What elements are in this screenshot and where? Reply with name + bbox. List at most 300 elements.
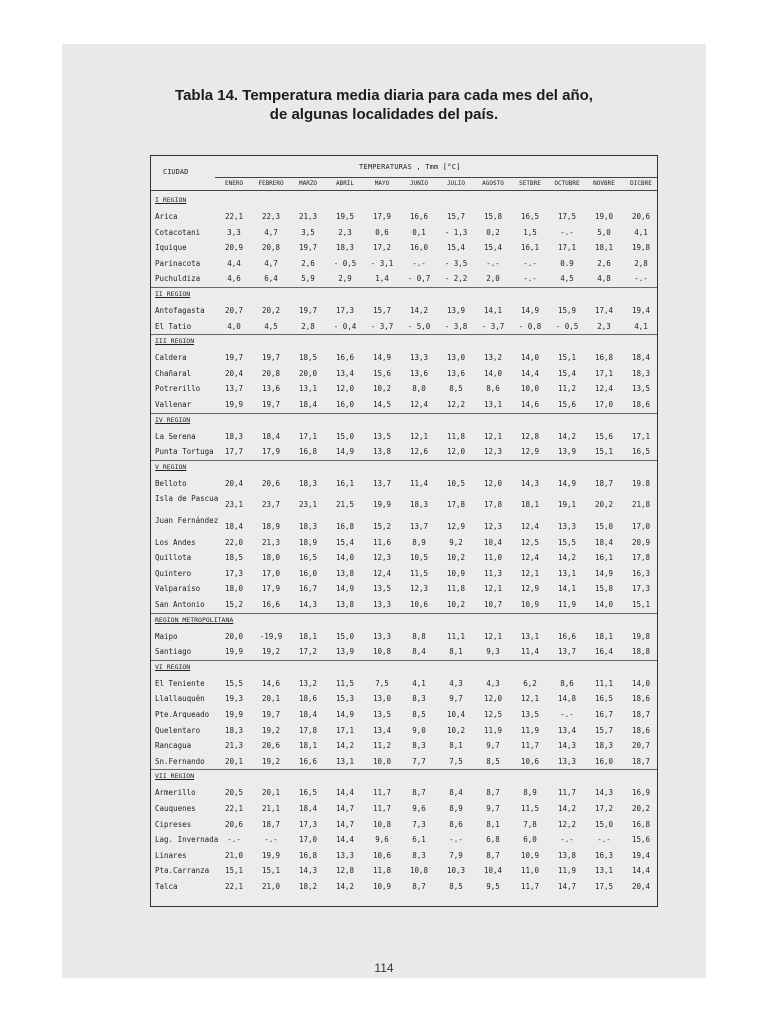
- region-heading: IV REGION: [155, 415, 191, 424]
- city-name: Quintero: [155, 568, 192, 578]
- temperature-cell: 13,6: [409, 368, 429, 378]
- temperature-cell: 21,3: [298, 212, 318, 221]
- temperature-cell: 15,8: [483, 212, 503, 221]
- city-name: Linares: [155, 850, 187, 860]
- city-name: San Antonio: [155, 600, 205, 609]
- temperature-cell: 14,7: [557, 882, 577, 891]
- temperatures-group-header: TEMPERATURAS , Tmm [°C]: [359, 163, 461, 171]
- temperature-cell: - 5,0: [407, 321, 431, 331]
- temperature-cell: 20,4: [224, 478, 244, 488]
- temperature-cell: 10,0: [372, 756, 392, 766]
- temperature-cell: 14,9: [335, 447, 355, 457]
- temperature-cell: 4,4: [227, 258, 241, 268]
- temperature-cell: 4,5: [560, 274, 574, 284]
- temperature-cell: 4,1: [634, 321, 648, 331]
- temperature-cell: 10,2: [446, 553, 466, 563]
- temperature-cell: 18,4: [298, 400, 318, 409]
- month-header: DICBRE: [630, 180, 652, 187]
- temperature-cell: 18,5: [298, 353, 318, 363]
- temperature-cell: -.-: [227, 835, 241, 845]
- temperature-cell: 11,7: [520, 882, 540, 891]
- temperature-cell: 6,8: [486, 835, 500, 845]
- temperature-cell: 20,0: [224, 631, 244, 641]
- temperature-cell: 13,6: [261, 384, 281, 394]
- temperature-cell: 7,7: [412, 756, 426, 766]
- temperature-cell: 18,3: [224, 431, 244, 441]
- temperature-cell: 16,5: [298, 788, 318, 798]
- temperature-cell: 10,8: [372, 819, 392, 829]
- temperature-cell: 9,5: [486, 882, 500, 891]
- temperature-cell: 13,6: [446, 368, 466, 378]
- temperature-cell: 14,1: [483, 306, 503, 315]
- temperature-cell: 18,8: [631, 647, 651, 657]
- city-name: La Serena: [155, 431, 196, 441]
- city-name: Quelentaro: [155, 725, 201, 735]
- temperature-cell: 12,8: [520, 431, 540, 441]
- city-name: Pta.Carranza: [155, 866, 210, 876]
- temperature-cell: 14,9: [520, 306, 540, 315]
- temperature-cell: 11,1: [446, 631, 466, 641]
- temperature-cell: 15,1: [557, 353, 577, 363]
- temperature-cell: 10,4: [483, 537, 503, 547]
- table-row: [151, 551, 657, 565]
- temperature-cell: 4,8: [597, 274, 611, 284]
- city-name: Juan Fernández: [155, 516, 219, 525]
- temperature-cell: 10,9: [520, 850, 540, 860]
- temperature-cell: 11,7: [372, 804, 392, 813]
- temperature-cell: 23,1: [298, 500, 318, 510]
- table-row: [151, 351, 657, 365]
- temperature-cell: 17,1: [298, 431, 318, 441]
- temperature-cell: 14,3: [557, 741, 577, 751]
- temperature-cell: 17,9: [261, 584, 281, 594]
- table-row: [151, 430, 657, 444]
- temperature-cell: 15,0: [335, 631, 355, 641]
- temperature-cell: 14,2: [335, 741, 355, 751]
- temperature-cell: 18,1: [520, 500, 540, 510]
- temperature-cell: 12,4: [372, 568, 392, 578]
- temperature-cell: 15,6: [372, 368, 392, 378]
- month-header: NOVBRE: [593, 180, 615, 187]
- temperature-cell: 12,6: [409, 447, 429, 457]
- temperature-cell: 14,7: [335, 804, 355, 813]
- region-heading: V REGION: [155, 462, 187, 471]
- region-divider: [151, 413, 657, 414]
- city-name: Sn.Fernando: [155, 756, 205, 766]
- temperature-cell: 8,5: [412, 710, 426, 719]
- page-number: 114: [374, 961, 394, 975]
- temperature-cell: 14,9: [335, 710, 355, 719]
- temperature-cell: 19,7: [298, 243, 318, 253]
- temperature-cell: 8,3: [412, 741, 426, 751]
- temperature-cell: 18,1: [298, 631, 318, 641]
- temperature-cell: 13,1: [520, 631, 540, 641]
- temperature-cell: 11,7: [372, 788, 392, 798]
- temperature-cell: 13,5: [372, 431, 392, 441]
- temperature-cell: 4,1: [412, 678, 426, 688]
- table-row: [151, 257, 657, 271]
- temperature-cell: 12,4: [520, 553, 540, 563]
- temperature-cell: 15,0: [335, 431, 355, 441]
- temperature-cell: 12,3: [483, 447, 503, 457]
- temperature-cell: 15,4: [483, 243, 503, 253]
- temperature-cell: 18,3: [224, 725, 244, 735]
- table-row: [151, 755, 657, 769]
- temperature-cell: 20,6: [261, 741, 281, 751]
- temperature-cell: 10,2: [372, 384, 392, 394]
- temperature-table: [150, 155, 658, 907]
- temperature-cell: 19,9: [372, 500, 392, 510]
- temperature-cell: -.-: [264, 835, 278, 845]
- temperature-cell: 16,0: [298, 568, 318, 578]
- city-name: Cipreses: [155, 819, 192, 829]
- temperature-cell: 16,8: [298, 447, 318, 457]
- temperature-cell: 12,1: [520, 694, 540, 704]
- temperature-cell: 19,7: [261, 710, 281, 719]
- temperature-cell: 19,7: [298, 306, 318, 315]
- table-row: [151, 598, 657, 612]
- temperature-cell: 8,7: [412, 882, 426, 891]
- table-row: [151, 367, 657, 381]
- temperature-cell: 12,1: [483, 584, 503, 594]
- temperature-cell: 11,1: [594, 678, 614, 688]
- region-divider: [151, 287, 657, 288]
- temperature-cell: 11,8: [446, 584, 466, 594]
- city-name: Santiago: [155, 647, 192, 657]
- temperature-cell: 13,9: [335, 647, 355, 657]
- temperature-cell: 8,1: [486, 819, 500, 829]
- temperature-cell: 13,1: [298, 384, 318, 394]
- temperature-cell: 16,7: [594, 710, 614, 719]
- temperature-cell: 2,8: [634, 258, 648, 268]
- table-row: [151, 864, 657, 878]
- temperature-cell: 16,5: [298, 553, 318, 563]
- temperature-cell: 16,8: [298, 850, 318, 860]
- temperature-cell: 14,6: [520, 400, 540, 409]
- temperature-cell: 18,1: [594, 631, 614, 641]
- temperature-cell: 15,6: [594, 431, 614, 441]
- temperature-cell: 22,3: [261, 212, 281, 221]
- city-name: Iquique: [155, 243, 187, 253]
- temperature-cell: 13,0: [372, 694, 392, 704]
- temperature-cell: 18,6: [298, 694, 318, 704]
- temperature-cell: 15,5: [224, 678, 244, 688]
- temperature-cell: 14,9: [372, 353, 392, 363]
- temperature-cell: 14,4: [335, 835, 355, 845]
- table-row: [151, 630, 657, 644]
- temperature-cell: 8,7: [486, 850, 500, 860]
- temperature-cell: 0.9: [560, 258, 574, 268]
- temperature-cell: 22,1: [224, 882, 244, 891]
- temperature-cell: 18,4: [298, 710, 318, 719]
- temperature-cell: 10,0: [520, 384, 540, 394]
- temperature-cell: 14,3: [298, 600, 318, 609]
- temperature-cell: 14,0: [520, 353, 540, 363]
- temperature-cell: 11,5: [335, 678, 355, 688]
- city-name: Maipo: [155, 631, 178, 641]
- temperature-cell: 14,2: [557, 804, 577, 813]
- temperature-cell: 12,4: [520, 522, 540, 531]
- temperature-cell: 11,9: [483, 725, 503, 735]
- temperature-cell: - 0,7: [407, 274, 431, 284]
- temperature-cell: 18,7: [631, 756, 651, 766]
- temperature-cell: 8,7: [486, 788, 500, 798]
- table-row: [151, 786, 657, 800]
- temperature-cell: 0,1: [412, 227, 426, 237]
- temperature-cell: 23,1: [224, 500, 244, 510]
- temperature-cell: 13,3: [557, 522, 577, 531]
- temperature-cell: 21,1: [261, 804, 281, 813]
- temperature-cell: 17,1: [631, 431, 651, 441]
- temperature-cell: - 1,3: [444, 227, 468, 237]
- temperature-cell: 19,8: [631, 243, 651, 253]
- temperature-cell: 11,7: [520, 741, 540, 751]
- temperature-cell: 4,7: [264, 258, 278, 268]
- temperature-cell: 2,3: [338, 227, 352, 237]
- temperature-cell: 18,6: [631, 694, 651, 704]
- temperature-cell: 18,0: [261, 553, 281, 563]
- temperature-cell: 4,5: [264, 321, 278, 331]
- table-row: [151, 226, 657, 240]
- region-heading: VI REGION: [155, 662, 191, 671]
- temperature-cell: 18,3: [298, 478, 318, 488]
- temperature-cell: 19.8: [631, 478, 651, 488]
- temperature-cell: 12,2: [557, 819, 577, 829]
- temperature-cell: 22,0: [224, 537, 244, 547]
- temperature-cell: -.-: [523, 274, 537, 284]
- temperature-cell: 2,9: [338, 274, 352, 284]
- temperature-cell: 18,3: [409, 500, 429, 510]
- temperature-cell: 18,4: [298, 804, 318, 813]
- temperature-cell: 8,0: [412, 384, 426, 394]
- city-name: Llallauquén: [155, 694, 205, 704]
- temperature-cell: 9,6: [412, 804, 426, 813]
- temperature-cell: 3,3: [227, 227, 241, 237]
- temperature-cell: 18,7: [631, 710, 651, 719]
- temperature-cell: 15,3: [335, 694, 355, 704]
- table-row: [151, 567, 657, 581]
- temperature-cell: 10,8: [372, 647, 392, 657]
- temperature-cell: 11,7: [557, 788, 577, 798]
- temperature-cell: 17,2: [372, 243, 392, 253]
- table-row: [151, 477, 657, 491]
- temperature-cell: 14,2: [409, 306, 429, 315]
- table-row: [151, 818, 657, 832]
- table-row: [151, 494, 657, 512]
- temperature-cell: 10,6: [409, 600, 429, 609]
- temperature-cell: 6,4: [264, 274, 278, 284]
- temperature-cell: 8,3: [412, 850, 426, 860]
- temperature-cell: 16,1: [520, 243, 540, 253]
- temperature-cell: 18,9: [261, 522, 281, 531]
- table-row: [151, 536, 657, 550]
- temperature-cell: 18,5: [224, 553, 244, 563]
- temperature-cell: 14,9: [594, 568, 614, 578]
- month-header: MARZO: [298, 180, 318, 187]
- temperature-cell: 17,5: [557, 212, 577, 221]
- temperature-cell: 14,0: [483, 368, 503, 378]
- temperature-cell: 16,5: [520, 212, 540, 221]
- temperature-cell: 8,4: [412, 647, 426, 657]
- temperature-cell: 15,7: [372, 306, 392, 315]
- temperature-cell: 11,5: [520, 804, 540, 813]
- temperature-cell: 20,9: [224, 243, 244, 253]
- temperature-cell: 14,4: [335, 788, 355, 798]
- temperature-cell: -.-: [523, 258, 537, 268]
- city-name: Vallenar: [155, 400, 192, 409]
- table-row: [151, 320, 657, 334]
- temperature-cell: 18,6: [631, 400, 651, 409]
- temperature-cell: 13,8: [335, 568, 355, 578]
- temperature-cell: 19,9: [224, 647, 244, 657]
- temperature-cell: 17,3: [631, 584, 651, 594]
- temperature-cell: 19,5: [335, 212, 355, 221]
- temperature-cell: - 0,4: [333, 321, 357, 331]
- temperature-cell: 18,1: [594, 243, 614, 253]
- table-row: [151, 677, 657, 691]
- temperature-cell: 9,2: [449, 537, 463, 547]
- temperature-cell: 15,9: [557, 306, 577, 315]
- temperature-cell: 13,3: [335, 850, 355, 860]
- temperature-cell: 12,2: [446, 400, 466, 409]
- temperature-cell: 18,4: [594, 537, 614, 547]
- temperature-cell: 18,1: [298, 741, 318, 751]
- temperature-cell: 4,0: [227, 321, 241, 331]
- temperature-cell: 13,1: [594, 866, 614, 876]
- temperature-cell: 10,9: [520, 600, 540, 609]
- temperature-cell: 18,4: [224, 522, 244, 531]
- table-row: [151, 398, 657, 412]
- temperature-cell: 18,7: [594, 478, 614, 488]
- temperature-cell: 16,8: [631, 819, 651, 829]
- temperature-cell: 12,3: [409, 584, 429, 594]
- temperature-cell: 14,3: [594, 788, 614, 798]
- region-heading: REGION METROPOLITANA: [155, 615, 234, 624]
- temperature-cell: 12,3: [483, 522, 503, 531]
- temperature-cell: 13,1: [483, 400, 503, 409]
- temperature-cell: 19,3: [224, 694, 244, 704]
- temperature-cell: 16,1: [335, 478, 355, 488]
- temperature-cell: 13,8: [557, 850, 577, 860]
- table-row: [151, 304, 657, 318]
- temperature-cell: 15,6: [557, 400, 577, 409]
- temperature-cell: 12,9: [520, 584, 540, 594]
- temperature-cell: 14,7: [335, 819, 355, 829]
- table-caption: [114, 86, 654, 124]
- temperature-cell: 14,3: [520, 478, 540, 488]
- temperature-cell: 20,6: [224, 819, 244, 829]
- city-name: Cauquenes: [155, 804, 196, 813]
- region-divider: [151, 769, 657, 770]
- temperature-cell: 11,2: [372, 741, 392, 751]
- temperature-cell: 10,2: [446, 725, 466, 735]
- temperature-cell: 20,5: [224, 788, 244, 798]
- temperature-cell: -.-: [449, 835, 463, 845]
- region-divider: [151, 334, 657, 335]
- temperature-cell: 5,0: [597, 227, 611, 237]
- temperature-cell: 10,2: [446, 600, 466, 609]
- temperature-cell: 17,0: [298, 835, 318, 845]
- temperature-cell: 8,6: [486, 384, 500, 394]
- city-name: Parinacota: [155, 258, 201, 268]
- temperature-cell: -.-: [412, 258, 426, 268]
- temperature-cell: 7,8: [523, 819, 537, 829]
- header-bottom-rule: [151, 190, 657, 191]
- temperature-cell: 8,9: [412, 537, 426, 547]
- temperature-cell: 8,8: [412, 631, 426, 641]
- temperature-cell: 7,9: [449, 850, 463, 860]
- temperature-cell: 12,9: [520, 447, 540, 457]
- temperature-cell: 20,8: [261, 243, 281, 253]
- temperature-cell: 13,1: [557, 568, 577, 578]
- temperature-cell: 20,6: [261, 478, 281, 488]
- temperature-cell: 11,9: [557, 600, 577, 609]
- table-row: [151, 739, 657, 753]
- temperature-cell: 17,0: [594, 400, 614, 409]
- month-header: AGOSTO: [482, 180, 504, 187]
- temperature-cell: -.-: [560, 710, 574, 719]
- temperature-cell: 13,4: [557, 725, 577, 735]
- temperature-cell: 3,5: [301, 227, 315, 237]
- temperature-cell: 15,1: [224, 866, 244, 876]
- temperature-cell: 12,0: [483, 478, 503, 488]
- table-row: [151, 880, 657, 894]
- temperature-cell: 20,9: [631, 537, 651, 547]
- temperature-cell: 12,4: [594, 384, 614, 394]
- temperature-cell: 13,2: [483, 353, 503, 363]
- temperature-cell: 8,5: [449, 384, 463, 394]
- city-name: El Tatio: [155, 321, 192, 331]
- city-name: Chañaral: [155, 368, 192, 378]
- table-row: [151, 802, 657, 816]
- temperature-cell: 15,1: [594, 447, 614, 457]
- temperature-cell: 16,6: [557, 631, 577, 641]
- temperature-cell: 10,9: [446, 568, 466, 578]
- temperature-cell: 10,3: [446, 866, 466, 876]
- temperature-cell: 12,1: [520, 568, 540, 578]
- temperature-cell: 13,7: [557, 647, 577, 657]
- temperature-cell: 14,9: [557, 478, 577, 488]
- table-row: [151, 516, 657, 534]
- temperature-cell: 9,7: [486, 741, 500, 751]
- table-row: [151, 833, 657, 847]
- temperature-cell: 13,5: [372, 710, 392, 719]
- temperature-cell: 14,0: [631, 678, 651, 688]
- month-header: ENERO: [224, 180, 244, 187]
- temperature-cell: 13,7: [224, 384, 244, 394]
- temperature-cell: 13,2: [298, 678, 318, 688]
- temperature-cell: -.-: [560, 835, 574, 845]
- temperature-cell: 21,3: [261, 537, 281, 547]
- temperature-cell: 4,1: [634, 227, 648, 237]
- temperature-cell: 11,4: [409, 478, 429, 488]
- temperature-cell: 12,8: [335, 866, 355, 876]
- city-name: Pte.Arqueado: [155, 710, 210, 719]
- table-row: [151, 241, 657, 255]
- temperature-cell: 9,0: [412, 725, 426, 735]
- temperature-cell: 17,1: [594, 368, 614, 378]
- temperature-cell: -.-: [486, 258, 500, 268]
- table-row: [151, 582, 657, 596]
- city-name: Talca: [155, 882, 178, 891]
- temperature-cell: 13,3: [372, 631, 392, 641]
- temperature-cell: - 0,5: [333, 258, 357, 268]
- temperature-cell: 18,7: [261, 819, 281, 829]
- temperature-cell: 21,8: [631, 500, 651, 510]
- temperature-cell: 7,5: [449, 756, 463, 766]
- temperature-cell: 18,3: [594, 741, 614, 751]
- city-name: Valparaíso: [155, 584, 201, 594]
